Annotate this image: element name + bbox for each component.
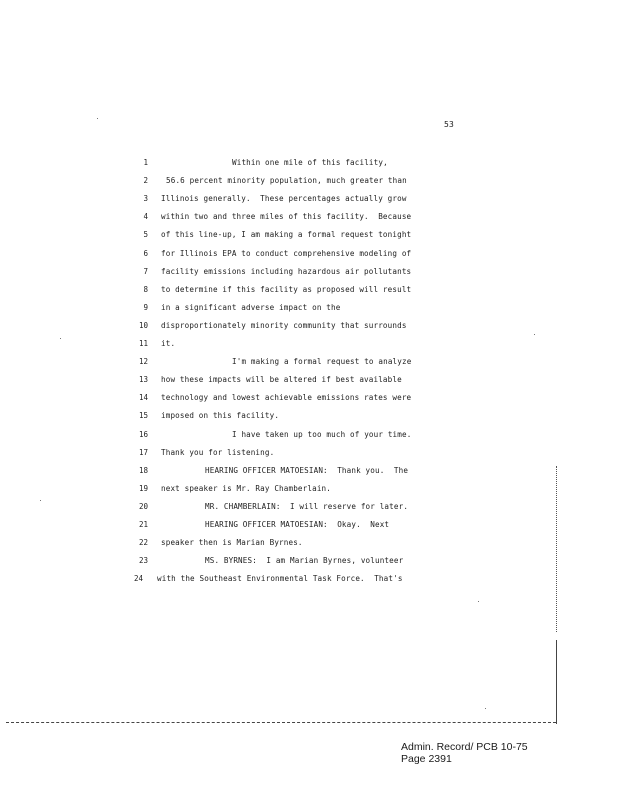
- transcript-line: [0, 520, 618, 538]
- line-number: 24: [133, 574, 143, 584]
- right-margin-rule: [556, 466, 557, 632]
- transcript-line: [0, 194, 618, 212]
- line-text: HEARING OFFICER MATOESIAN: Thank you. The: [205, 465, 409, 475]
- line-text: 56.6 percent minority population, much greater than: [166, 176, 407, 186]
- line-number: 10: [138, 320, 148, 330]
- transcript-line: [0, 375, 618, 393]
- line-number: 3: [143, 194, 148, 204]
- right-margin-rule-lower: [556, 640, 557, 724]
- line-number: 20: [138, 501, 148, 511]
- line-text: Illinois generally. These percentages actually grow: [161, 194, 407, 204]
- scan-speck: [40, 500, 41, 501]
- line-number: 14: [138, 393, 148, 403]
- transcript-line: [0, 158, 618, 176]
- line-text: I'm making a formal request to analyze: [232, 357, 412, 367]
- line-text: MS. BYRNES: I am Marian Byrnes, volunteer: [205, 556, 404, 566]
- line-number: 18: [138, 465, 148, 475]
- scan-speck: [534, 334, 535, 335]
- line-number: 8: [143, 284, 148, 294]
- transcript-line: [0, 448, 618, 466]
- line-number: 12: [138, 357, 148, 367]
- admin-record-stamp: [401, 741, 528, 765]
- transcript-line: [0, 230, 618, 248]
- transcript-line: [0, 267, 618, 285]
- scan-speck: [97, 118, 98, 119]
- line-text: speaker then is Marian Byrnes.: [161, 538, 303, 548]
- transcript-line: [0, 411, 618, 429]
- line-text: it.: [161, 339, 176, 348]
- transcript-line: [0, 285, 618, 303]
- page-number: 53: [444, 120, 455, 129]
- line-text: to determine if this facility as proposed will result: [161, 284, 412, 294]
- transcript-line: [0, 466, 618, 484]
- line-text: Within one mile of this facility,: [232, 158, 388, 167]
- line-text: I have taken up too much of your time.: [232, 429, 412, 439]
- line-text: HEARING OFFICER MATOESIAN: Okay. Next: [205, 520, 390, 529]
- transcript-line: [0, 538, 618, 556]
- transcript-line: [0, 303, 618, 321]
- transcript-line: [0, 430, 618, 448]
- transcript-line: [0, 502, 618, 520]
- line-number: 11: [138, 339, 148, 348]
- line-number: 5: [143, 230, 148, 240]
- line-text: in a significant adverse impact on the: [161, 302, 341, 312]
- line-number: 2: [143, 176, 148, 186]
- line-number: 6: [143, 248, 148, 258]
- line-text: MR. CHAMBERLAIN: I will reserve for later.: [205, 501, 409, 511]
- transcript-line: [0, 212, 618, 230]
- transcript-line: [0, 339, 618, 357]
- transcript-line: [0, 556, 618, 574]
- line-number: 22: [138, 538, 148, 548]
- line-number: 4: [143, 212, 148, 222]
- line-number: 17: [138, 447, 148, 457]
- line-text: within two and three miles of this facility. Because: [161, 212, 412, 222]
- line-text: imposed on this facility.: [161, 411, 280, 421]
- transcript-line: [0, 321, 618, 339]
- line-number: 1: [143, 158, 148, 167]
- line-number: 23: [138, 556, 148, 566]
- line-text: Thank you for listening.: [161, 447, 275, 457]
- scan-speck: [60, 338, 61, 339]
- line-text: of this line-up, I am making a formal request tonight: [161, 230, 412, 240]
- transcript-line: [0, 249, 618, 267]
- transcript-line: [0, 574, 618, 592]
- line-number: 21: [138, 520, 148, 529]
- line-text: disproportionately minority community that surrounds: [161, 320, 407, 330]
- line-number: 7: [143, 266, 148, 276]
- stamp-page-line: Page 2391: [401, 753, 452, 765]
- line-number: 13: [138, 375, 148, 385]
- transcript-line: [0, 393, 618, 411]
- scan-speck: [485, 708, 486, 709]
- line-text: with the Southeast Environmental Task Force. That's: [157, 574, 403, 584]
- transcript-line: [0, 357, 618, 375]
- transcript-line: [0, 176, 618, 194]
- line-text: technology and lowest achievable emissions rates were: [161, 393, 412, 403]
- line-number: 19: [138, 483, 148, 493]
- line-number: 16: [138, 429, 148, 439]
- line-number: 9: [143, 302, 148, 312]
- line-text: how these impacts will be altered if best available: [161, 375, 402, 385]
- stamp-record-line: Admin. Record/ PCB 10-75: [401, 741, 528, 753]
- line-text: for Illinois EPA to conduct comprehensive modeling of: [161, 248, 412, 258]
- scan-speck: [478, 601, 479, 602]
- transcript-line: [0, 484, 618, 502]
- bottom-rule: [6, 722, 556, 723]
- line-text: facility emissions including hazardous air pollutants: [161, 266, 412, 276]
- line-text: next speaker is Mr. Ray Chamberlain.: [161, 483, 331, 493]
- line-number: 15: [138, 411, 148, 421]
